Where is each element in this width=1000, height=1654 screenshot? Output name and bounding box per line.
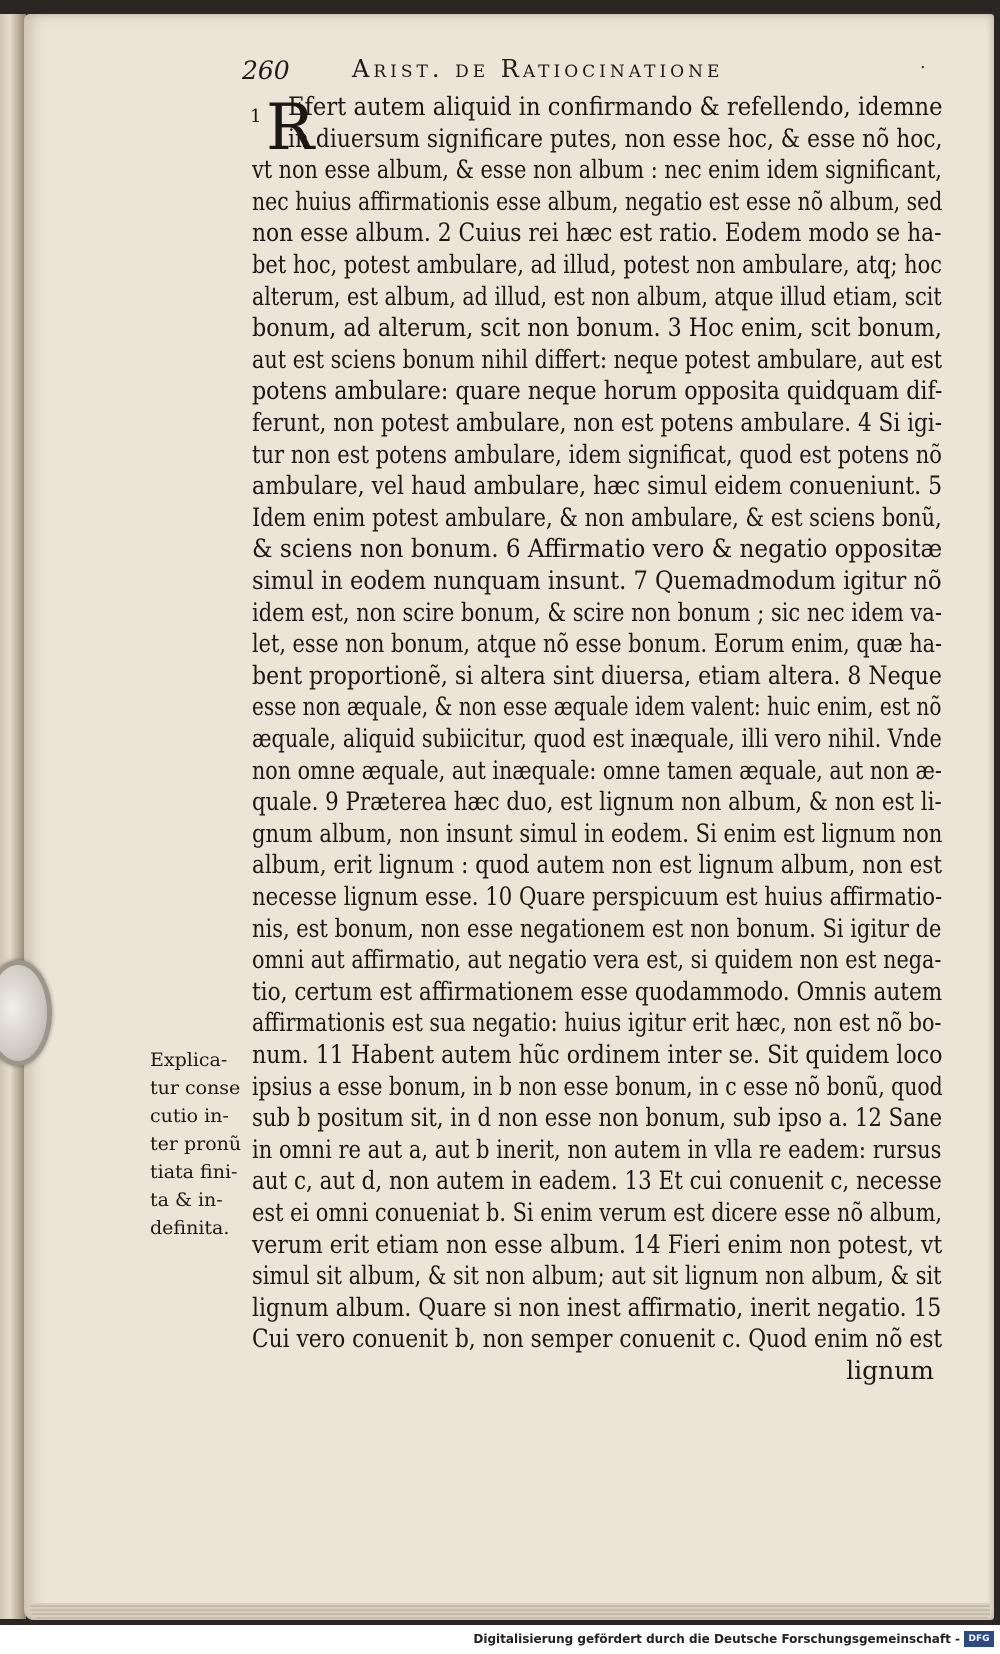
margin-note <box>150 1046 250 1242</box>
running-title: Arist. de Ratiocinatione <box>352 55 724 83</box>
margin-note-line: tiata fini- <box>150 1161 238 1183</box>
text-line: Efert autem aliquid in confirmando & refellendo, idemne <box>288 92 943 121</box>
text-line: Cui vero conuenit b, non semper conuenit c. Quod enim nõ est <box>252 1324 943 1354</box>
text-line: est ei omni conueniat b. Si enim verum est dicere esse nõ album, <box>252 1198 943 1227</box>
header-dot: . <box>920 52 926 73</box>
text-line: æquale, aliquid subiicitur, quod est inæquale, illi vero nihil. Vnde <box>252 724 942 753</box>
text-line: affirmationis est sua negatio: huius igitur erit hæc, non est nõ bo- <box>252 1008 942 1038</box>
text-line: nis, est bonum, non esse negationem est non bonum. Si igitur de <box>252 913 942 943</box>
text-line: potens ambulare: quare neque horum opposita quidquam dif- <box>252 376 943 406</box>
page-number: 260 <box>242 56 290 85</box>
margin-note-line: tur conse <box>150 1077 241 1099</box>
text-line: sub b positum sit, in d non esse non bonum, sub ipso a. 12 Sane <box>252 1103 943 1133</box>
catchword: lignum <box>846 1356 934 1385</box>
text-line: quale. 9 Præterea hæc duo, est lignum non album, & non est li- <box>252 787 942 817</box>
text-line: aut c, aut d, non autem in eadem. 13 Et cui conuenit c, necesse <box>252 1166 942 1196</box>
text-line: num. 11 Habent autem hũc ordinem inter se. Sit quidem loco <box>252 1040 943 1069</box>
text-line: simul sit album, & sit non album; aut sit lignum non album, & sit <box>252 1261 942 1291</box>
text-line: & sciens non bonum. 6 Affirmatio vero & negatio oppositæ <box>252 534 943 564</box>
funding-credit: Digitalisierung gefördert durch die Deutsche Forschungsgemeinschaft - <box>473 1632 960 1646</box>
text-line: ipsius a esse bonum, in b non esse bonum, in c esse nõ bonũ, quod <box>252 1071 943 1101</box>
margin-note-line: ter pronũ <box>150 1133 242 1155</box>
margin-note-line: definita. <box>150 1217 230 1239</box>
text-line: nec huius affirmationis esse album, negatio est esse nõ album, sed <box>252 186 943 216</box>
body-text <box>252 92 964 1432</box>
text-line: bonum, ad alterum, scit non bonum. 3 Hoc enim, scit bonum, <box>252 313 942 343</box>
margin-note-line: Explica- <box>150 1049 228 1071</box>
text-line: tio, certum est affirmationem esse quodammodo. Omnis autem <box>252 976 943 1006</box>
text-line: bent proportionẽ, si altera sint diuersa, etiam altera. 8 Neque <box>252 660 942 690</box>
text-line: in diuersum significare putes, non esse hoc, & esse nõ hoc, <box>288 123 943 153</box>
text-line: vt non esse album, & esse non album : nec enim idem significant, <box>252 155 942 185</box>
text-line: necesse lignum esse. 10 Quare perspicuum est huius affirmatio- <box>252 882 943 911</box>
text-line: simul in eodem nunquam insunt. 7 Quemadmodum igitur nõ <box>252 566 942 595</box>
text-line: alterum, est album, ad illud, est non album, atque illud etiam, scit <box>252 281 942 311</box>
text-line: omni aut affirmatio, aut negatio vera est, si quidem non est nega- <box>252 945 942 975</box>
digitization-footer <box>0 1625 1000 1654</box>
text-line: aut est sciens bonum nihil differt: neque potest ambulare, aut est <box>252 344 943 374</box>
text-line: non omne æquale, aut inæquale: omne tamen æquale, aut non æ- <box>252 755 942 785</box>
text-line: Idem enim potest ambulare, & non ambulare, & est sciens bonũ, <box>252 502 942 532</box>
text-line: non esse album. 2 Cuius rei hæc est ratio. Eodem modo se ha- <box>252 218 942 248</box>
page-edges <box>30 1603 990 1619</box>
text-line: album, erit lignum : quod autem non est lignum album, non est <box>252 850 942 880</box>
drop-capital: R <box>266 91 315 165</box>
dfg-logo: DFG <box>964 1631 994 1647</box>
left-page-stack <box>0 14 26 1619</box>
text-line: gnum album, non insunt simul in eodem. Si enim est lignum non <box>252 818 943 848</box>
text-line: idem est, non scire bonum, & scire non bonum ; sic nec idem va- <box>252 597 942 627</box>
text-line: tur non est potens ambulare, idem significat, quod est potens nõ <box>252 439 942 469</box>
text-line: let, esse non bonum, atque nõ esse bonum. Eorum enim, quæ ha- <box>252 629 943 659</box>
text-line: lignum album. Quare si non inest affirmatio, inerit negatio. 15 <box>252 1292 942 1322</box>
page-header <box>242 52 942 92</box>
margin-note-line: cutio in- <box>150 1105 229 1127</box>
text-line: verum erit etiam non esse album. 14 Fieri enim non potest, vt <box>252 1229 943 1259</box>
text-line: ferunt, non potest ambulare, non est potens ambulare. 4 Si igi- <box>252 408 942 437</box>
text-line: bet hoc, potest ambulare, ad illud, potest non ambulare, atq; hoc <box>252 250 942 279</box>
text-line: in omni re aut a, aut b inerit, non autem in vlla re eadem: rursus <box>252 1134 942 1164</box>
margin-note-line: ta & in- <box>150 1189 223 1211</box>
text-line: esse non æquale, & non esse æquale idem valent: huic enim, est nõ <box>252 692 942 722</box>
paragraph-number: 1 <box>250 106 262 127</box>
text-line: ambulare, vel haud ambulare, hæc simul eidem conueniunt. 5 <box>252 471 943 501</box>
